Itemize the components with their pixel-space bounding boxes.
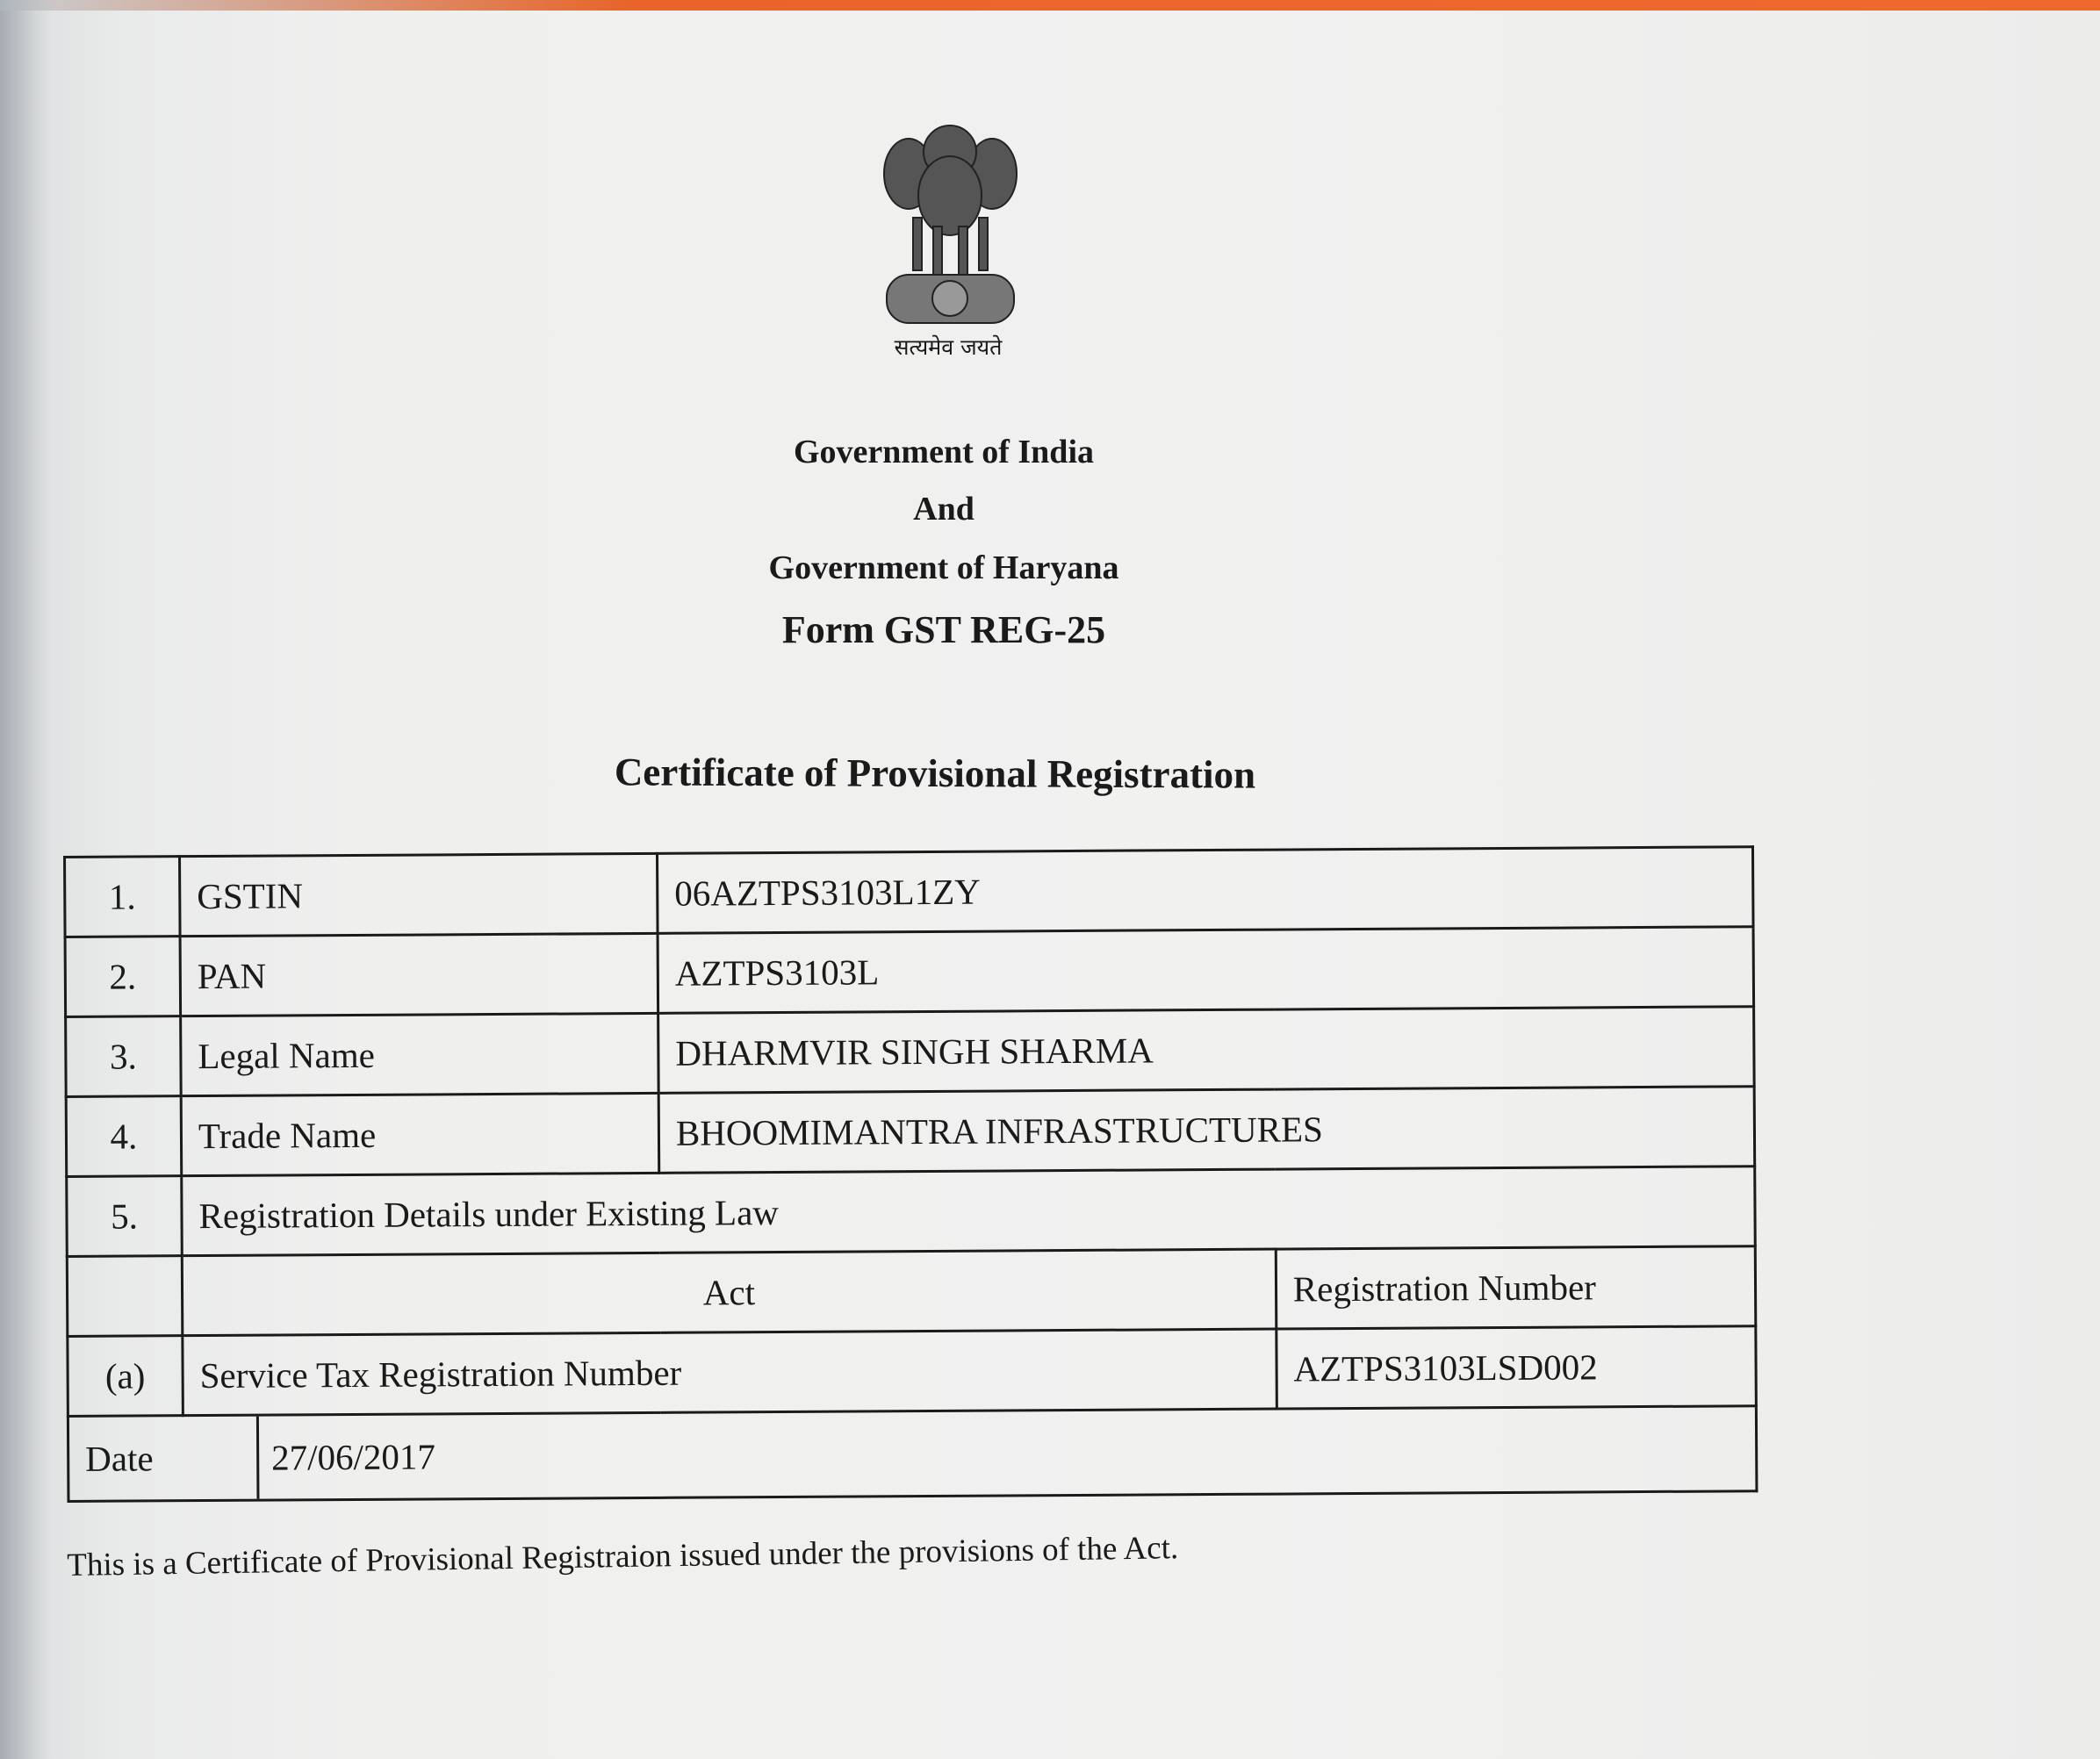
row-number: 1. bbox=[65, 857, 181, 937]
row-number: 4. bbox=[66, 1096, 182, 1177]
form-number: Form GST REG-25 bbox=[781, 608, 1106, 651]
registration-table bbox=[63, 845, 1758, 1503]
emblem-motto: सत्यमेव जयते bbox=[894, 334, 1003, 360]
trade-name-value: BHOOMIMANTRA INFRASTRUCTURES bbox=[658, 1087, 1755, 1174]
registration-number-value: AZTPS3103LSD002 bbox=[1277, 1326, 1757, 1409]
table-row bbox=[68, 1326, 1757, 1417]
row-number: 5. bbox=[67, 1176, 183, 1257]
table-row bbox=[65, 927, 1754, 1017]
date-label: Date bbox=[69, 1417, 260, 1500]
national-emblem-icon bbox=[874, 112, 1027, 332]
table-row bbox=[67, 1167, 1756, 1257]
act-header: Act bbox=[182, 1249, 1276, 1336]
empty-cell bbox=[67, 1256, 183, 1337]
legal-name-value: DHARMVIR SINGH SHARMA bbox=[658, 1007, 1755, 1094]
header-govt-haryana: Government of Haryana bbox=[768, 549, 1119, 586]
pan-value: AZTPS3103L bbox=[658, 927, 1754, 1014]
row-label: PAN bbox=[180, 933, 658, 1016]
row-number: 2. bbox=[65, 937, 181, 1017]
row-number: 3. bbox=[66, 1016, 182, 1097]
background-orange-strip bbox=[0, 0, 2100, 11]
header-and: And bbox=[913, 491, 974, 528]
table-row bbox=[65, 847, 1754, 937]
act-value: Service Tax Registration Number bbox=[183, 1329, 1277, 1416]
date-value: 27/06/2017 bbox=[271, 1436, 436, 1478]
row-number: (a) bbox=[68, 1336, 183, 1417]
date-row bbox=[68, 1406, 1757, 1502]
table-row bbox=[66, 1007, 1755, 1097]
table-row bbox=[66, 1087, 1755, 1177]
row-label: Trade Name bbox=[181, 1093, 659, 1175]
row-label: GSTIN bbox=[180, 853, 658, 936]
table-row bbox=[67, 1246, 1756, 1337]
table-row bbox=[68, 1406, 1757, 1502]
section-label: Registration Details under Existing Law bbox=[182, 1167, 1756, 1256]
row-label: Legal Name bbox=[181, 1013, 659, 1095]
header-govt-india: Government of India bbox=[794, 434, 1094, 470]
gstin-value: 06AZTPS3103L1ZY bbox=[657, 847, 1753, 934]
page-curl-shadow bbox=[0, 0, 53, 1759]
certificate-title: Certificate of Provisional Registration bbox=[614, 750, 1256, 797]
footer-note: This is a Certificate of Provisional Registraion issued under the provisions of the Act. bbox=[67, 1530, 1179, 1583]
registration-number-header: Registration Number bbox=[1276, 1246, 1756, 1329]
